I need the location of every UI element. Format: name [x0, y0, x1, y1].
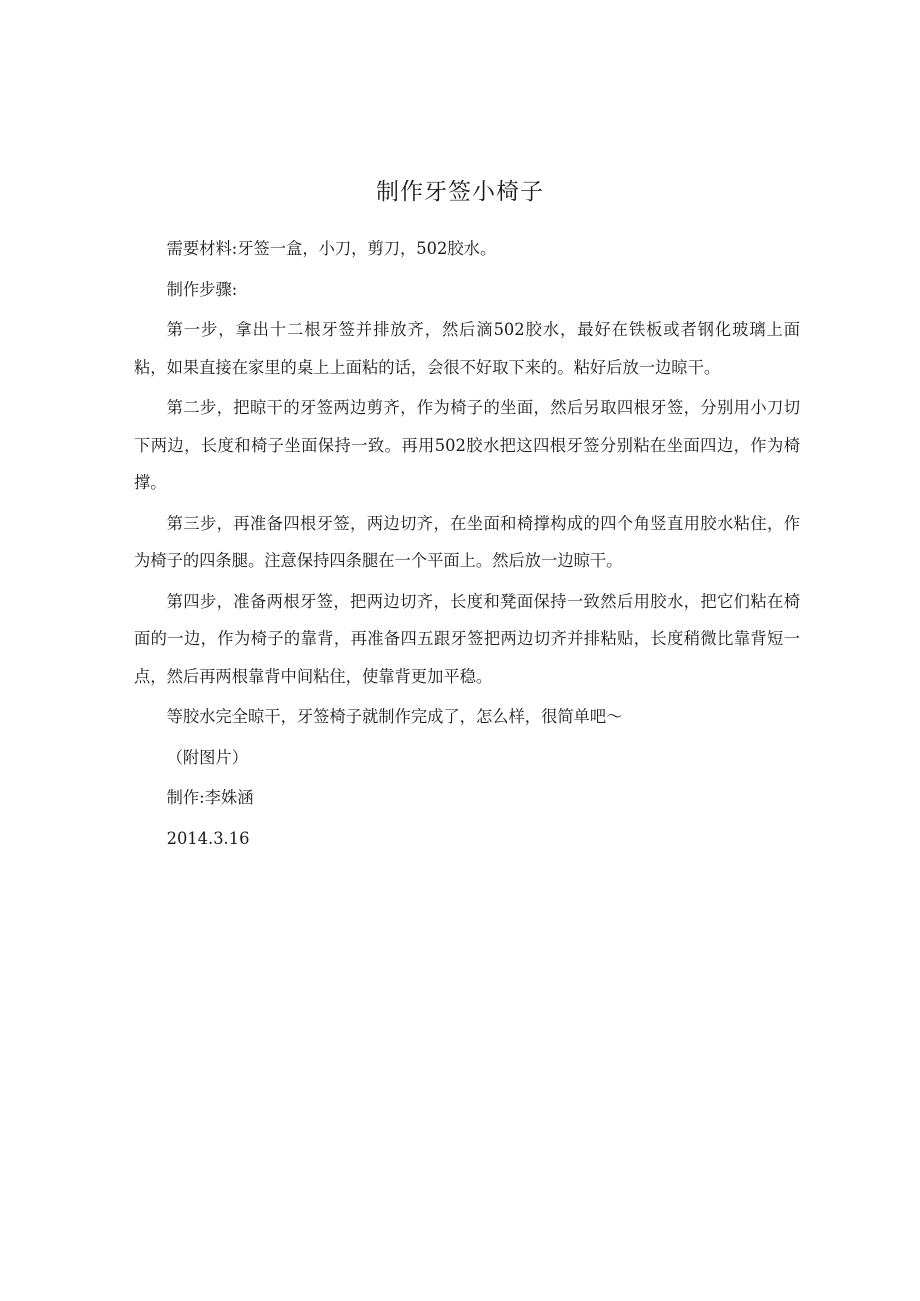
attachment-note: （附图片） — [166, 747, 249, 767]
date-line: 2014.3.16 — [166, 828, 250, 848]
steps-heading: 制作步骤: — [166, 279, 238, 299]
materials-paragraph: 需要材料:牙签一盒，小刀，剪刀，502胶水。 — [166, 239, 497, 258]
document-body — [134, 230, 800, 857]
step-three-paragraph: 第三步，再准备四根牙签，两边切齐，在坐面和椅撑构成的四个角竖直用胶水粘住，作为椅子的四条腿。注意保持四条腿在一个平面上。然后放一边晾干。 — [134, 513, 800, 570]
author-line: 制作:李姝涵 — [166, 788, 254, 807]
step-one-paragraph: 第一步，拿出十二根牙签并排放齐，然后滴502胶水，最好在铁板或者钢化玻璃上面粘，如果直接在家里的桌上上面粘的话，会很不好取下来的。粘好后放一边晾干。 — [134, 320, 800, 377]
conclusion-paragraph: 等胶水完全晾干，牙签椅子就制作完成了，怎么样，很简单吧～ — [166, 707, 623, 726]
step-two-paragraph: 第二步，把晾干的牙签两边剪齐，作为椅子的坐面，然后另取四根牙签，分别用小刀切下两边，长度和椅子坐面保持一致。再用502胶水把这四根牙签分别粘在坐面四边，作为椅撑。 — [134, 398, 800, 492]
step-four-paragraph: 第四步，准备两根牙签，把两边切齐，长度和凳面保持一致然后用胶水，把它们粘在椅面的一边，作为椅子的靠背，再准备四五跟牙签把两边切齐并排粘贴，长度稍微比靠背短一点，然后再两根靠背中间粘住，使靠背更加平稳。 — [134, 591, 800, 686]
document-title: 制作牙签小椅子 — [376, 179, 544, 205]
